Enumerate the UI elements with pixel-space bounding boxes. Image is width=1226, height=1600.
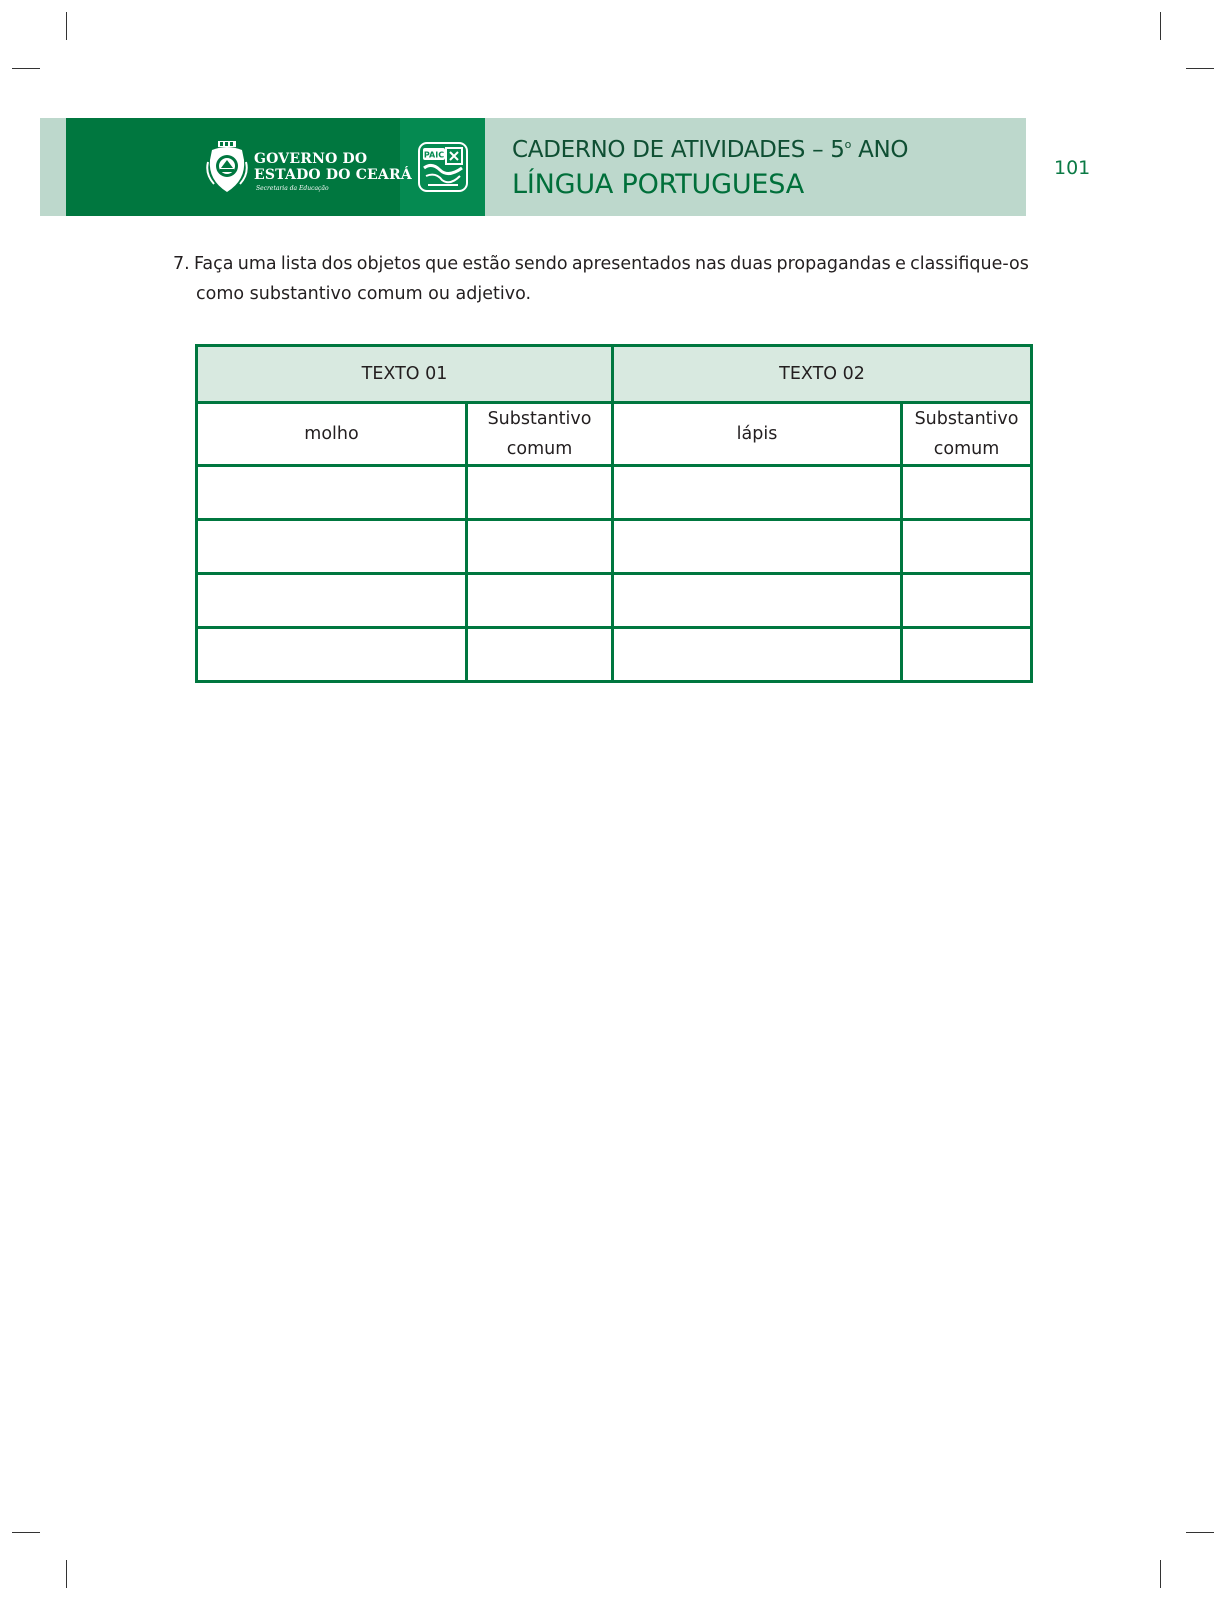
crop-mark — [1186, 1532, 1214, 1533]
texto1-item-cell[interactable] — [197, 520, 467, 574]
texto2-class-cell[interactable] — [902, 466, 1032, 520]
texto2-class-cell[interactable] — [902, 628, 1032, 682]
paic-logo-text: PAIC — [423, 150, 445, 160]
crop-mark — [66, 12, 67, 40]
question-word: 7. — [173, 254, 190, 274]
texto2-item-cell[interactable] — [613, 520, 902, 574]
question-word: objetos — [356, 254, 421, 274]
texto1-item-cell[interactable] — [197, 466, 467, 520]
texto2-item-cell[interactable] — [613, 466, 902, 520]
texto1-class-cell[interactable] — [467, 628, 613, 682]
question-word: lista — [280, 254, 318, 274]
crop-mark — [1160, 12, 1161, 40]
texto1-class-cell[interactable] — [467, 466, 613, 520]
texto1-class-cell[interactable] — [467, 574, 613, 628]
texto2-class-cell[interactable] — [902, 574, 1032, 628]
question-word: nas — [694, 254, 726, 274]
subject-title: LÍNGUA PORTUGUESA — [512, 169, 804, 200]
header-texto-02: TEXTO 02 — [613, 346, 1032, 403]
answer-table — [195, 344, 1033, 683]
header-texto-01: TEXTO 01 — [197, 346, 613, 403]
table-row — [197, 520, 1032, 574]
government-logo-line1: GOVERNO DO — [254, 151, 368, 167]
government-logo-line3: Secretaria da Educação — [256, 185, 329, 192]
question-word: duas — [730, 254, 773, 274]
texto2-class-cell[interactable] — [902, 520, 1032, 574]
question-word: e — [895, 254, 906, 274]
question-word: propagandas — [776, 254, 891, 274]
table-row — [197, 466, 1032, 520]
texto2-item-cell[interactable] — [613, 574, 902, 628]
question-word: apresentados — [571, 254, 691, 274]
texto2-item-cell[interactable] — [613, 628, 902, 682]
crop-mark — [66, 1560, 67, 1588]
table-row — [197, 574, 1032, 628]
texto1-item-cell[interactable] — [197, 574, 467, 628]
crop-mark — [1160, 1560, 1161, 1588]
government-logo-line2: ESTADO DO CEARÁ — [254, 167, 412, 183]
texto1-class-cell[interactable] — [467, 520, 613, 574]
crop-mark — [1186, 68, 1214, 69]
paic-logo — [418, 142, 468, 192]
question-word: classifique-os — [910, 254, 1029, 274]
texto1-class-cell: Substantivo comum — [467, 403, 613, 466]
question-line2: como substantivo comum ou adjetivo. — [196, 284, 532, 304]
crop-mark — [12, 1532, 40, 1533]
question-7 — [173, 249, 1029, 309]
question-word: estão — [462, 254, 511, 274]
crop-mark — [12, 68, 40, 69]
texto2-class-cell: Substantivo comum — [902, 403, 1032, 466]
question-word: Faça — [193, 254, 234, 274]
government-logo — [206, 140, 412, 196]
question-word: sendo — [514, 254, 568, 274]
table-row — [197, 403, 1032, 466]
coat-of-arms-icon — [206, 140, 248, 196]
question-word: que — [425, 254, 459, 274]
page-number: 101 — [1054, 157, 1091, 179]
texto1-item-cell: molho — [197, 403, 467, 466]
paic-icon — [418, 142, 468, 192]
texto1-item-cell[interactable] — [197, 628, 467, 682]
question-line1 — [173, 249, 1029, 279]
table-row — [197, 628, 1032, 682]
texto2-item-cell: lápis — [613, 403, 902, 466]
question-word: dos — [321, 254, 353, 274]
series-title: CADERNO DE ATIVIDADES – 5$^o$ ANO — [512, 137, 909, 163]
question-word: uma — [237, 254, 277, 274]
